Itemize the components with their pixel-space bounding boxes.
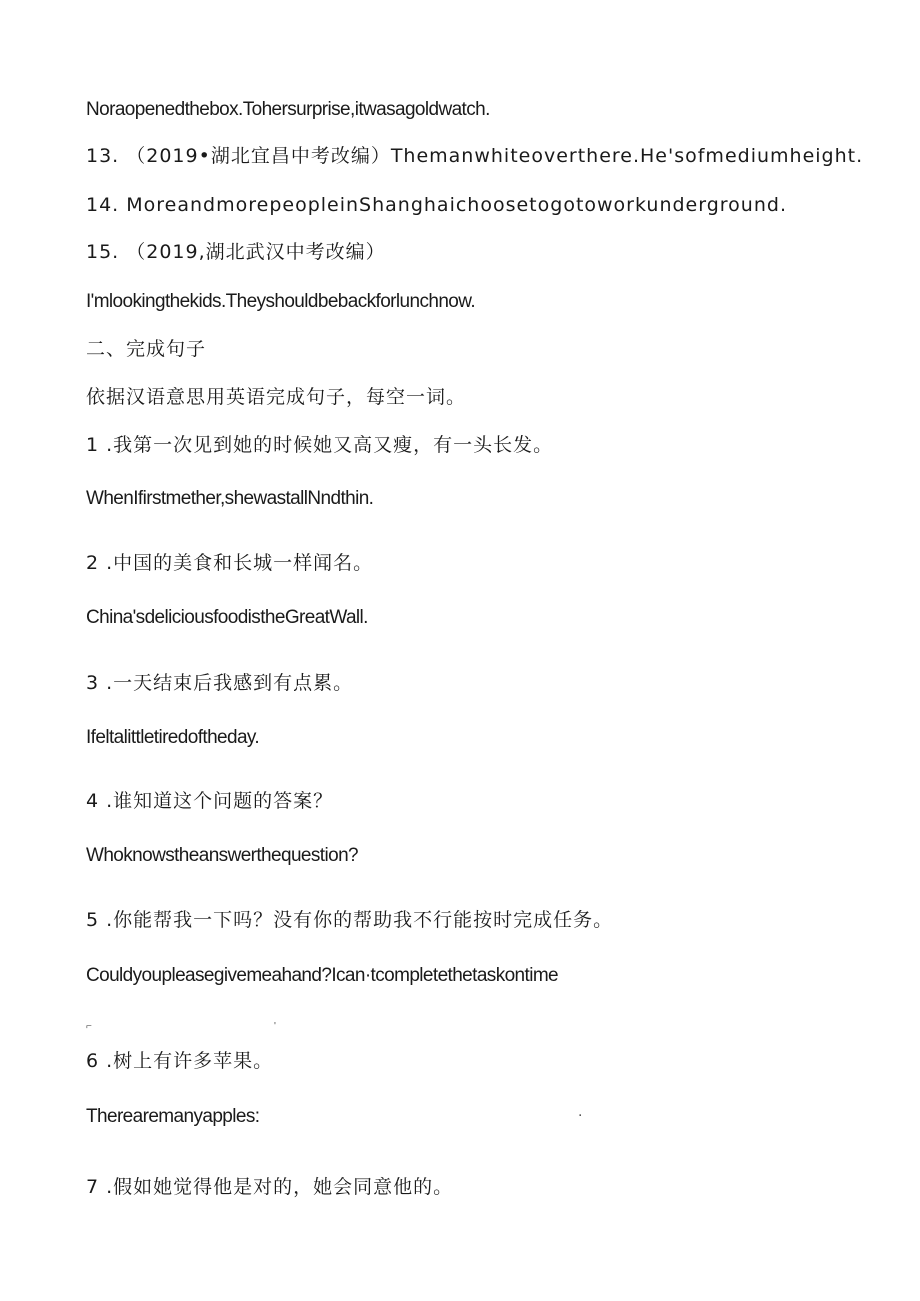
question-3-chinese: 3 .一天结束后我感到有点累。 xyxy=(86,672,354,694)
sentence-line: I'mlookingthekids.Theyshouldbebackforlunchnow. xyxy=(86,291,475,312)
question-5-english: Couldyoupleasegivemeahand?Ican·tcompletethetaskontime xyxy=(86,965,559,986)
exercise-item-13: 13. （2019•湖北宜昌中考改编）Themanwhiteoverthere.He'sofmediumheight. xyxy=(86,145,864,167)
blank-mark-left: ⌐ xyxy=(86,1021,92,1032)
exercise-item-14: 14. MoreandmorepeopleinShanghaichoosetogotoworkunderground. xyxy=(86,194,787,216)
question-2-chinese: 2 .中国的美食和长城一样闻名。 xyxy=(86,552,374,574)
question-4-chinese: 4 .谁知道这个问题的答案？ xyxy=(86,790,334,812)
question-3-english: Ifeltalittletiredoftheday. xyxy=(86,727,260,748)
question-2-english: China'sdeliciousfoodistheGreatWall. xyxy=(86,607,368,628)
question-6-chinese: 6 .树上有许多苹果。 xyxy=(86,1050,274,1072)
instruction-text: 依据汉语意思用英语完成句子，每空一词。 xyxy=(86,386,467,408)
question-4-english: Whoknowstheanswerthequestion? xyxy=(86,845,358,866)
question-6-english: Therearemanyapples: xyxy=(86,1106,260,1127)
exercise-item-15: 15. （2019,湖北武汉中考改编） xyxy=(86,241,386,263)
question-1-english: WhenIfirstmether,shewastallNndthin. xyxy=(86,488,374,509)
question-1-chinese: 1 .我第一次见到她的时候她又高又瘦，有一头长发。 xyxy=(86,434,554,456)
blank-mark-right: ' xyxy=(274,1021,276,1032)
question-5-chinese: 5 .你能帮我一下吗？没有你的帮助我不行能按时完成任务。 xyxy=(86,909,614,931)
section-heading: 二、完成句子 xyxy=(86,338,207,360)
question-7-chinese: 7 .假如她觉得他是对的，她会同意他的。 xyxy=(86,1176,454,1198)
sentence-line: Noraopenedthebox.Tohersurprise,itwasagoldwatch. xyxy=(86,99,490,120)
blank-period-mark: . xyxy=(578,1103,583,1120)
